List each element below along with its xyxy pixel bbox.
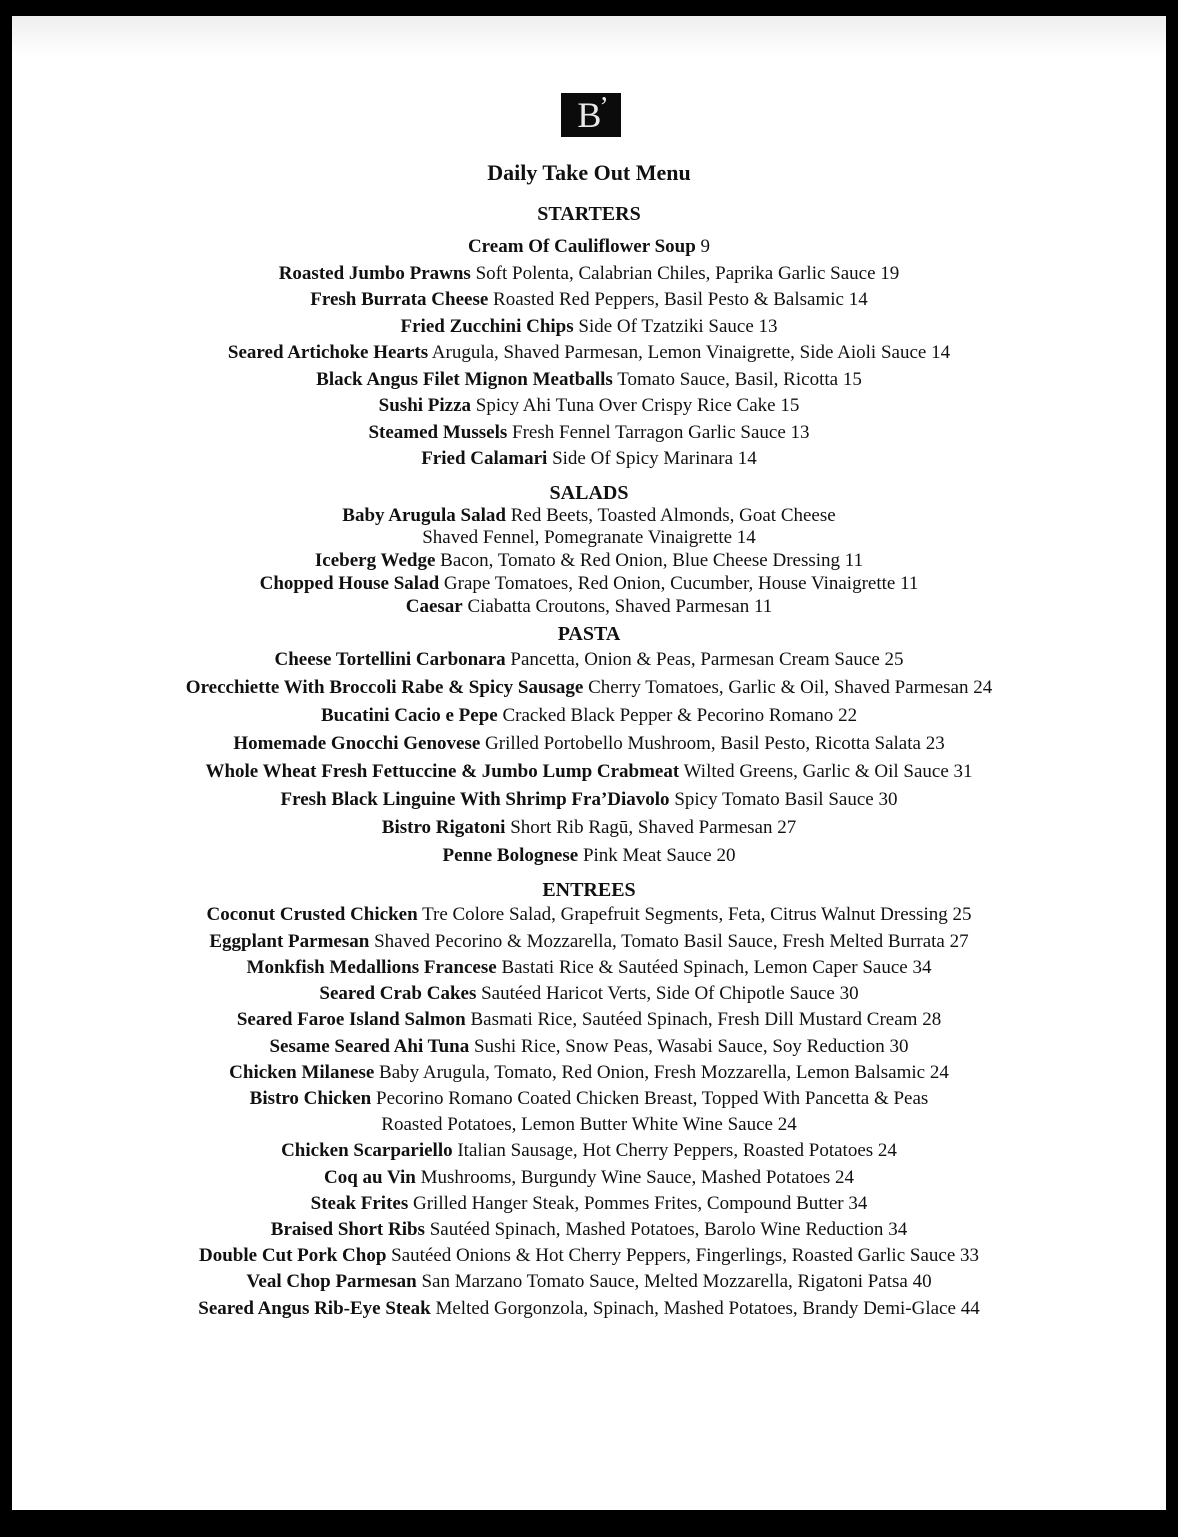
menu-item [12,981,1166,1007]
menu-item [12,573,1166,596]
menu-item-description: Ciabatta Croutons, Shaved Parmesan [467,595,750,617]
menu-item-name: Fried Zucchini Chips [400,315,574,337]
menu-item-price: 34 [888,1218,908,1240]
menu-item [12,1138,1166,1164]
menu-item [12,550,1166,573]
menu-item [12,420,1166,447]
menu-item-price: 25 [952,904,972,926]
menu-item-price: 24 [929,1061,949,1083]
menu-item-description: Grilled Hanger Steak, Pommes Frites, Compound Butter [413,1192,844,1214]
menu-item-description: Tre Colore Salad, Grapefruit Segments, Feta, Citrus Walnut Dressing [422,904,948,926]
menu-item-price: 27 [949,930,969,952]
menu-item [12,287,1166,314]
menu-item-description: Italian Sausage, Hot Cherry Peppers, Roasted Potatoes [457,1140,874,1162]
menu-item-description: San Marzano Tomato Sauce, Melted Mozzarella, Rigatoni Patsa [421,1271,908,1293]
menu-item [12,786,1166,814]
menu-item [12,393,1166,420]
menu-item-price: 34 [848,1192,868,1214]
restaurant-logo [561,93,621,137]
menu-item [12,505,1166,551]
menu-item [12,1060,1166,1086]
menu-item-price: 11 [900,572,919,594]
menu-item-description: Cherry Tomatoes, Garlic & Oil, Shaved Parmesan [588,677,969,699]
menu-item-name: Sushi Pizza [378,395,472,416]
menu-item-name: Whole Wheat Fresh Fettuccine & Jumbo Lump Crabmeat [205,761,680,783]
menu-item-price: 22 [838,705,858,727]
menu-item-name: Double Cut Pork Chop [199,1245,387,1267]
menu-item-name: Sesame Seared Ahi Tuna [269,1035,470,1057]
menu-item-description: Wilted Greens, Garlic & Oil Sauce [683,761,949,783]
logo-mark: ’ [599,92,605,123]
menu-item-name: Braised Short Ribs [270,1218,425,1240]
menu-item-name: Fresh Burrata Cheese [310,289,489,310]
menu-item-description: Melted Gorgonzola, Spinach, Mashed Potatoes, Brandy Demi-Glace [435,1297,956,1319]
menu-item-name: Roasted Jumbo Prawns [278,262,471,284]
menu-item-description-line [12,527,1166,550]
menu-item [12,646,1166,674]
menu-item [12,929,1166,955]
menu-item-price: 25 [884,649,904,671]
menu-item [12,674,1166,702]
menu-item-name: Fried Calamari [421,448,548,469]
menu-item-name: Coq au Vin [323,1166,416,1188]
menu-item-description: Bacon, Tomato & Red Onion, Blue Cheese Dressing [440,550,841,572]
menu-item-description: Arugula, Shaved Parmesan, Lemon Vinaigrette, Side Aioli Sauce [431,342,927,363]
menu-item-description: Bastati Rice & Sautéed Spinach, Lemon Caper Sauce [501,956,908,978]
entrees-list [12,902,1166,1321]
menu-item-price: 14 [848,289,868,310]
menu-item [12,1086,1166,1138]
menu-item-price: 28 [922,1009,942,1031]
menu-item [12,702,1166,730]
menu-item-name: Coconut Crusted Chicken [206,904,418,926]
menu-item-name: Homemade Gnocchi Genovese [233,733,481,755]
menu-item-name: Fresh Black Linguine With Shrimp Fra’Diavolo [280,789,670,811]
starters-list [12,234,1166,473]
logo-letter: B [577,95,598,135]
section-heading-pasta: PASTA [557,623,621,646]
menu-item-name: Seared Angus Rib-Eye Steak [198,1297,431,1319]
menu-item-description-continued: Shaved Fennel, Pomegranate Vinaigrette [422,527,733,549]
menu-item-price: 30 [878,789,898,811]
menu-item-description: Tomato Sauce, Basil, Ricotta [617,368,839,390]
menu-item-name: Monkfish Medallions Francese [246,956,497,978]
menu-item-name: Steak Frites [310,1192,409,1214]
menu-item-description-continued: Roasted Potatoes, Lemon Butter White Wine Sauce [381,1114,773,1136]
menu-item-description-line [12,1112,1166,1138]
menu-item-description: Cracked Black Pepper & Pecorino Romano [502,705,834,727]
menu-item-description: Short Rib Ragū, Shaved Parmesan [510,817,773,839]
menu-item [12,1165,1166,1191]
menu-item-description: Sautéed Haricot Verts, Side Of Chipotle Sauce [481,983,835,1005]
menu-page [12,16,1166,1510]
menu-item [12,234,1166,261]
menu-item-price: 20 [716,845,736,867]
menu-item [12,1217,1166,1243]
menu-item-price: 33 [960,1245,979,1267]
menu-item [12,842,1166,870]
menu-item-price: 24 [777,1114,797,1136]
menu-item-name: Caesar [405,595,463,617]
menu-item-name: Seared Faroe Island Salmon [236,1009,466,1031]
menu-item [12,1243,1166,1269]
menu-item-description: Pecorino Romano Coated Chicken Breast, Topped With Pancetta & Peas [376,1087,929,1109]
menu-item [12,596,1166,619]
menu-item-price: 23 [925,733,945,755]
menu-item-price: 34 [912,956,932,978]
menu-item-description: Basmati Rice, Sautéed Spinach, Fresh Dill Mustard Cream [470,1009,918,1031]
menu-item-price: 14 [737,448,757,469]
menu-item-price: 24 [835,1166,855,1188]
menu-item-name: Bistro Rigatoni [381,817,506,839]
menu-item-price: 40 [912,1271,932,1293]
menu-item-description: Soft Polenta, Calabrian Chiles, Paprika Garlic Sauce [475,262,876,284]
menu-item-name: Chicken Scarpariello [281,1140,453,1162]
menu-item-name: Bistro Chicken [249,1087,372,1109]
menu-item-price: 27 [777,817,797,839]
section-heading-salads: SALADS [549,481,629,504]
menu-item-price: 13 [790,421,810,443]
menu-item-name: Black Angus Filet Mignon Meatballs [316,368,613,390]
menu-item-name: Baby Arugula Salad [342,504,506,526]
menu-item-name: Veal Chop Parmesan [246,1271,417,1293]
section-heading-entrees: ENTREES [542,879,636,902]
menu-item-price: 15 [842,368,862,390]
menu-item-price: 13 [758,315,778,337]
menu-item [12,1034,1166,1060]
menu-item-description: Side Of Tzatziki Sauce [578,315,754,337]
menu-item-price: 11 [844,550,864,572]
menu-item-name: Cheese Tortellini Carbonara [274,649,506,671]
menu-item [12,314,1166,341]
menu-item-description: Roasted Red Peppers, Basil Pesto & Balsamic [493,289,844,310]
menu-item-description: Sushi Rice, Snow Peas, Wasabi Sauce, Soy Reduction [473,1035,885,1057]
menu-content [12,156,1166,1322]
menu-item [12,814,1166,842]
menu-item-description: Sautéed Spinach, Mashed Potatoes, Barolo Wine Reduction [429,1218,884,1240]
menu-item-description: Sautéed Onions & Hot Cherry Peppers, Fingerlings, Roasted Garlic Sauce [391,1245,956,1267]
menu-item-price: 24 [973,677,993,699]
menu-item-price: 24 [877,1140,897,1162]
menu-item [12,955,1166,981]
menu-item [12,758,1166,786]
menu-item [12,730,1166,758]
menu-item-price: 31 [953,761,973,783]
menu-item-description: Shaved Pecorino & Mozzarella, Tomato Basil Sauce, Fresh Melted Burrata [374,930,945,952]
menu-item-description: Pancetta, Onion & Peas, Parmesan Cream Sauce [510,649,880,671]
menu-item-description: Side Of Spicy Marinara [552,448,734,469]
menu-item-description: Spicy Tomato Basil Sauce [674,789,874,811]
menu-item-name: Eggplant Parmesan [209,930,370,952]
menu-item [12,1191,1166,1217]
page-title: Daily Take Out Menu [487,160,691,185]
salads-list [12,505,1166,619]
menu-item-description: Grape Tomatoes, Red Onion, Cucumber, House Vinaigrette [443,572,896,594]
menu-item-price: 14 [736,527,756,549]
menu-item [12,1296,1166,1322]
menu-item [12,1007,1166,1033]
menu-item-description: Pink Meat Sauce [582,845,712,867]
menu-item-price: 44 [960,1297,980,1319]
menu-item [12,340,1166,367]
menu-item-name: Bucatini Cacio e Pepe [320,705,498,727]
menu-item [12,1269,1166,1295]
menu-item [12,902,1166,928]
menu-item-name: Cream Of Cauliflower Soup [467,236,696,257]
menu-item-name: Seared Crab Cakes [319,983,477,1005]
section-heading-starters: STARTERS [537,203,641,225]
menu-item-name: Iceberg Wedge [314,550,436,572]
menu-item-description: Grilled Portobello Mushroom, Basil Pesto, Ricotta Salata [485,733,921,755]
menu-item-price: 30 [889,1035,909,1057]
menu-item-price: 14 [931,342,951,363]
pasta-list [12,646,1166,870]
menu-item-name: Seared Artichoke Hearts [227,342,429,363]
menu-item-description: Mushrooms, Burgundy Wine Sauce, Mashed Potatoes [420,1166,831,1188]
menu-item-name: Chicken Milanese [229,1061,375,1083]
menu-item-description: Baby Arugula, Tomato, Red Onion, Fresh Mozzarella, Lemon Balsamic [379,1061,926,1083]
menu-item-price: 19 [880,262,900,284]
menu-item-description: Fresh Fennel Tarragon Garlic Sauce [512,421,786,443]
menu-item-name: Chopped House Salad [259,572,440,594]
menu-item-price: 30 [839,983,859,1005]
menu-item-description: Red Beets, Toasted Almonds, Goat Cheese [510,504,836,526]
menu-item-name: Steamed Mussels [368,421,508,443]
menu-item-name: Orecchiette With Broccoli Rabe & Spicy Sausage [185,677,584,699]
menu-item [12,367,1166,394]
menu-item-price: 15 [780,395,800,416]
menu-item [12,261,1166,288]
menu-item-description: Spicy Ahi Tuna Over Crispy Rice Cake [475,395,776,416]
menu-item [12,446,1166,473]
menu-item-price: 11 [753,595,773,617]
menu-item-price: 9 [700,236,711,257]
menu-item-name: Penne Bolognese [442,845,579,867]
